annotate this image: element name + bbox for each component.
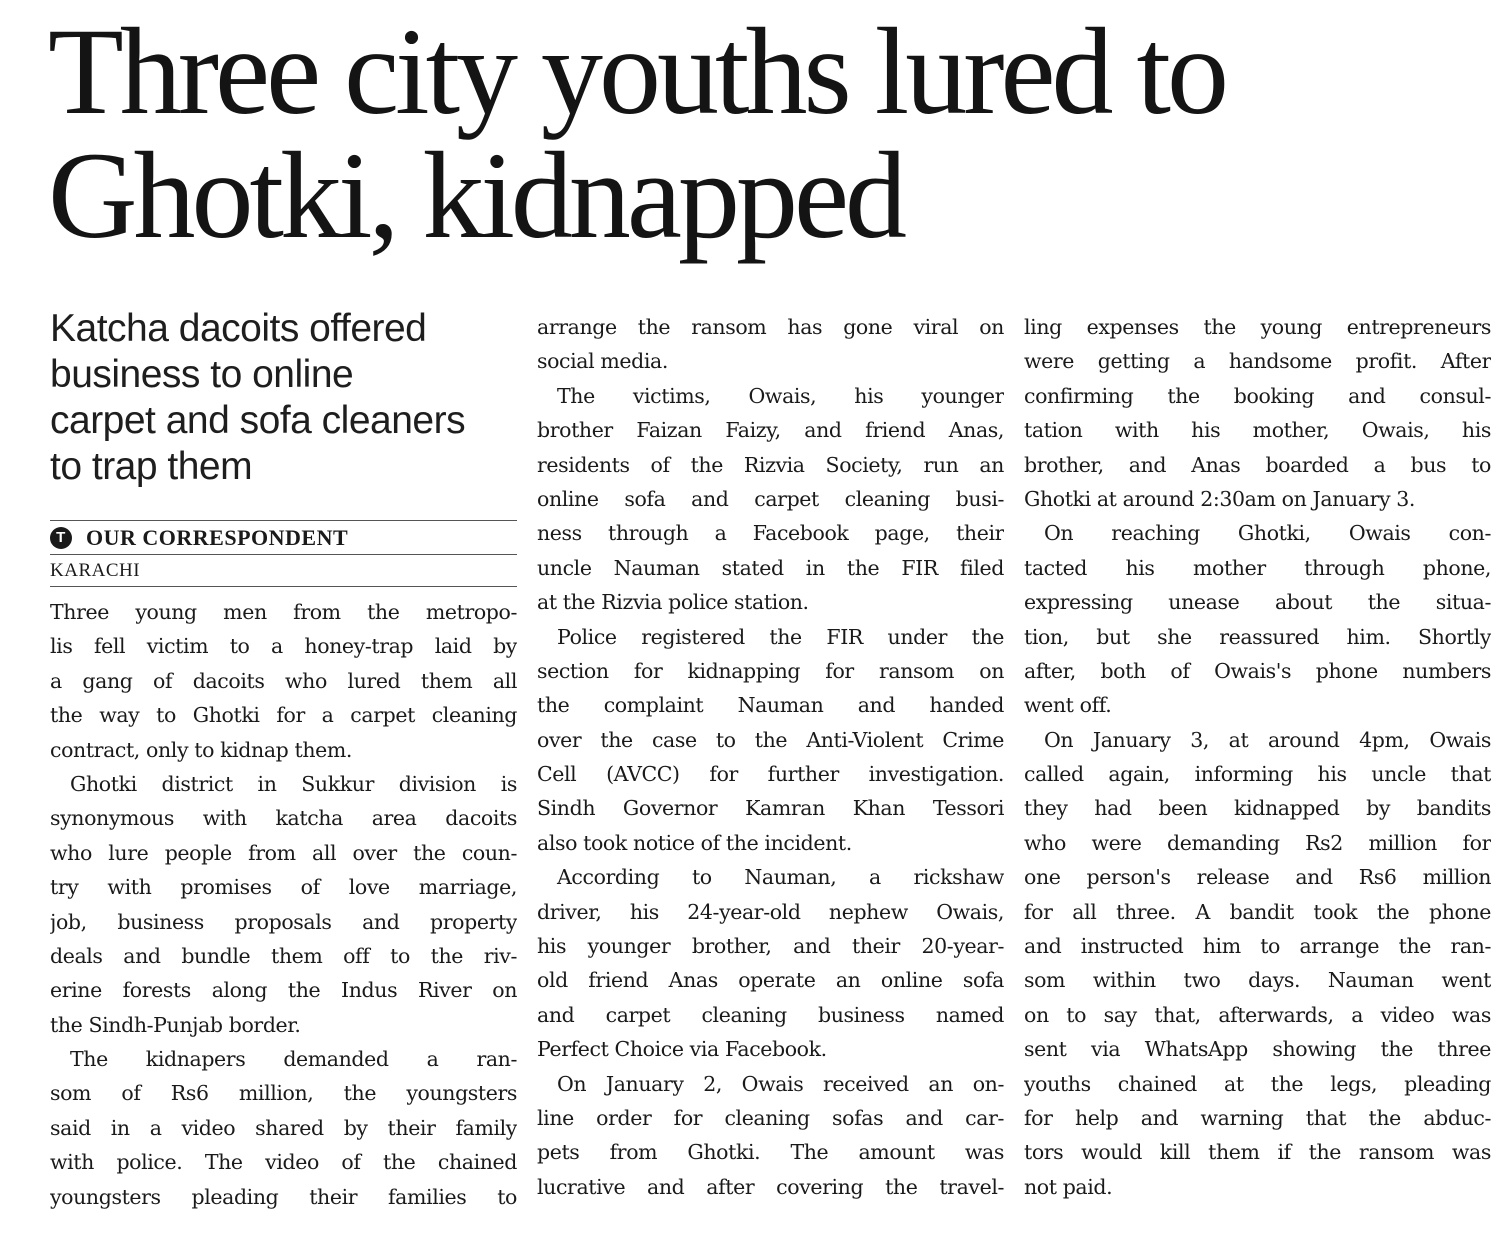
text-line: confirming the booking and consul- <box>1024 383 1491 408</box>
text-line: lucrative and after covering the travel- <box>537 1174 1004 1199</box>
paragraph <box>537 860 1004 1066</box>
text-line: erine forests along the Indus River on <box>50 978 517 1003</box>
text-line: they had been kidnapped by bandits <box>1024 796 1491 821</box>
text-line: Sindh Governor Kamran Khan Tessori <box>537 796 1004 821</box>
text-line: The victims, Owais, his younger <box>557 383 1004 408</box>
text-line: at the Rizvia police station. <box>537 590 809 615</box>
text-line: one person's release and Rs6 million <box>1024 865 1491 890</box>
paragraph <box>50 595 517 767</box>
text-line: contract, only to kidnap them. <box>50 737 353 762</box>
paragraph <box>537 620 1004 861</box>
text-line: his younger brother, and their 20-year- <box>537 934 1004 959</box>
text-line: Cell (AVCC) for further investigation. <box>537 762 1004 787</box>
headline-line: Ghotki, kidnapped <box>48 127 903 264</box>
text-line: brother, and Anas boarded a bus to <box>1024 452 1491 477</box>
text-line: old friend Anas operate an online sofa <box>537 968 1004 993</box>
newspaper-logo-icon: T <box>50 527 72 549</box>
text-line: youngsters pleading their families to <box>50 1184 517 1209</box>
paragraph <box>1024 310 1491 516</box>
text-line: were getting a handsome profit. After <box>1024 349 1491 374</box>
paragraph <box>50 1042 517 1214</box>
column-3-body <box>1024 310 1491 1204</box>
byline-box <box>50 520 517 587</box>
text-line: tation with his mother, Owais, his <box>1024 418 1491 443</box>
headline-line: Three city youths lured to <box>48 3 1225 140</box>
text-line: arrange the ransom has gone viral on <box>537 315 1004 339</box>
text-line: Ghotki district in Sukkur division is <box>70 771 517 796</box>
text-line: According to Nauman, a rickshaw <box>557 865 1004 890</box>
text-line: som within two days. Nauman went <box>1024 968 1491 993</box>
text-line: Police registered the FIR under the <box>557 624 1004 649</box>
text-line: Ghotki at around 2:30am on January 3. <box>1024 486 1416 511</box>
text-line: try with promises of love marriage, <box>50 875 517 900</box>
column-2 <box>537 310 1004 1204</box>
text-line: sent via WhatsApp showing the three <box>1024 1037 1491 1062</box>
text-line: Three young men from the metropo- <box>50 600 517 624</box>
text-line: youths chained at the legs, pleading <box>1024 1071 1491 1096</box>
text-line: On reaching Ghotki, Owais con- <box>1044 521 1491 546</box>
text-line: and carpet cleaning business named <box>537 1002 1004 1027</box>
text-line: On January 2, Owais received an on- <box>557 1071 1004 1096</box>
subhead-line: Katcha dacoits offered <box>50 307 427 350</box>
column-1 <box>50 306 517 1214</box>
column-1-body <box>50 595 517 1214</box>
text-line: also took notice of the incident. <box>537 830 852 855</box>
text-line: the Sindh-Punjab border. <box>50 1012 301 1037</box>
text-line: for all three. A bandit took the phone <box>1024 899 1491 924</box>
text-line: pets from Ghotki. The amount was <box>537 1140 1004 1165</box>
text-line: tacted his mother through phone, <box>1024 555 1491 580</box>
byline-text: OUR CORRESPONDENT <box>86 524 349 550</box>
text-line: synonymous with katcha area dacoits <box>50 806 517 831</box>
text-line: the way to Ghotki for a carpet cleaning <box>50 703 517 728</box>
subhead-line: business to online <box>50 353 354 396</box>
text-line: the complaint Nauman and handed <box>537 693 1004 718</box>
text-line: uncle Nauman stated in the FIR filed <box>537 555 1004 580</box>
dateline: KARACHI <box>50 555 517 587</box>
text-line: online sofa and carpet cleaning busi- <box>537 486 1004 511</box>
text-line: expressing unease about the situa- <box>1024 590 1491 615</box>
text-line: with police. The video of the chained <box>50 1150 517 1175</box>
text-line: ness through a Facebook page, their <box>537 521 1004 546</box>
paragraph <box>537 310 1004 379</box>
byline <box>50 521 517 555</box>
text-line: went off. <box>1024 693 1112 718</box>
subhead-line: carpet and sofa cleaners <box>50 399 466 442</box>
text-line: brother Faizan Faizy, and friend Anas, <box>537 418 1004 443</box>
paragraph <box>1024 516 1491 722</box>
text-line: ling expenses the young entrepreneurs <box>1024 315 1491 339</box>
text-line: and instructed him to arrange the ran- <box>1024 934 1491 959</box>
headline <box>48 3 1468 264</box>
text-line: who were demanding Rs2 million for <box>1024 830 1491 855</box>
text-line: not paid. <box>1024 1174 1113 1199</box>
text-line: tors would kill them if the ransom was <box>1024 1140 1491 1165</box>
text-line: social media. <box>537 349 668 374</box>
text-line: on to say that, afterwards, a video was <box>1024 1002 1491 1027</box>
subheadline <box>50 306 517 490</box>
text-line: residents of the Rizvia Society, run an <box>537 452 1004 477</box>
text-line: after, both of Owais's phone numbers <box>1024 658 1491 683</box>
paragraph <box>537 1067 1004 1205</box>
column-3 <box>1024 310 1491 1204</box>
paragraph <box>537 379 1004 620</box>
text-line: som of Rs6 million, the youngsters <box>50 1081 517 1106</box>
text-line: who lure people from all over the coun- <box>50 840 517 865</box>
text-line: lis fell victim to a honey-trap laid by <box>50 634 517 659</box>
text-line: deals and bundle them off to the riv- <box>50 943 517 968</box>
text-line: for help and warning that the abduc- <box>1024 1105 1491 1130</box>
text-line: tion, but she reassured him. Shortly <box>1024 624 1491 649</box>
text-line: The kidnapers demanded a ran- <box>70 1047 517 1072</box>
text-line: said in a video shared by their family <box>50 1115 517 1140</box>
text-line: driver, his 24-year-old nephew Owais, <box>537 899 1004 924</box>
subhead-line: to trap them <box>50 445 253 488</box>
text-line: section for kidnapping for ransom on <box>537 658 1004 683</box>
paragraph <box>1024 723 1491 1204</box>
text-line: called again, informing his uncle that <box>1024 762 1491 787</box>
column-2-body <box>537 310 1004 1204</box>
text-line: over the case to the Anti-Violent Crime <box>537 727 1004 752</box>
text-line: line order for cleaning sofas and car- <box>537 1105 1004 1130</box>
paragraph <box>50 767 517 1042</box>
text-line: Perfect Choice via Facebook. <box>537 1037 827 1062</box>
text-line: job, business proposals and property <box>50 909 517 934</box>
text-line: a gang of dacoits who lured them all <box>50 668 517 693</box>
text-line: On January 3, at around 4pm, Owais <box>1044 727 1491 752</box>
